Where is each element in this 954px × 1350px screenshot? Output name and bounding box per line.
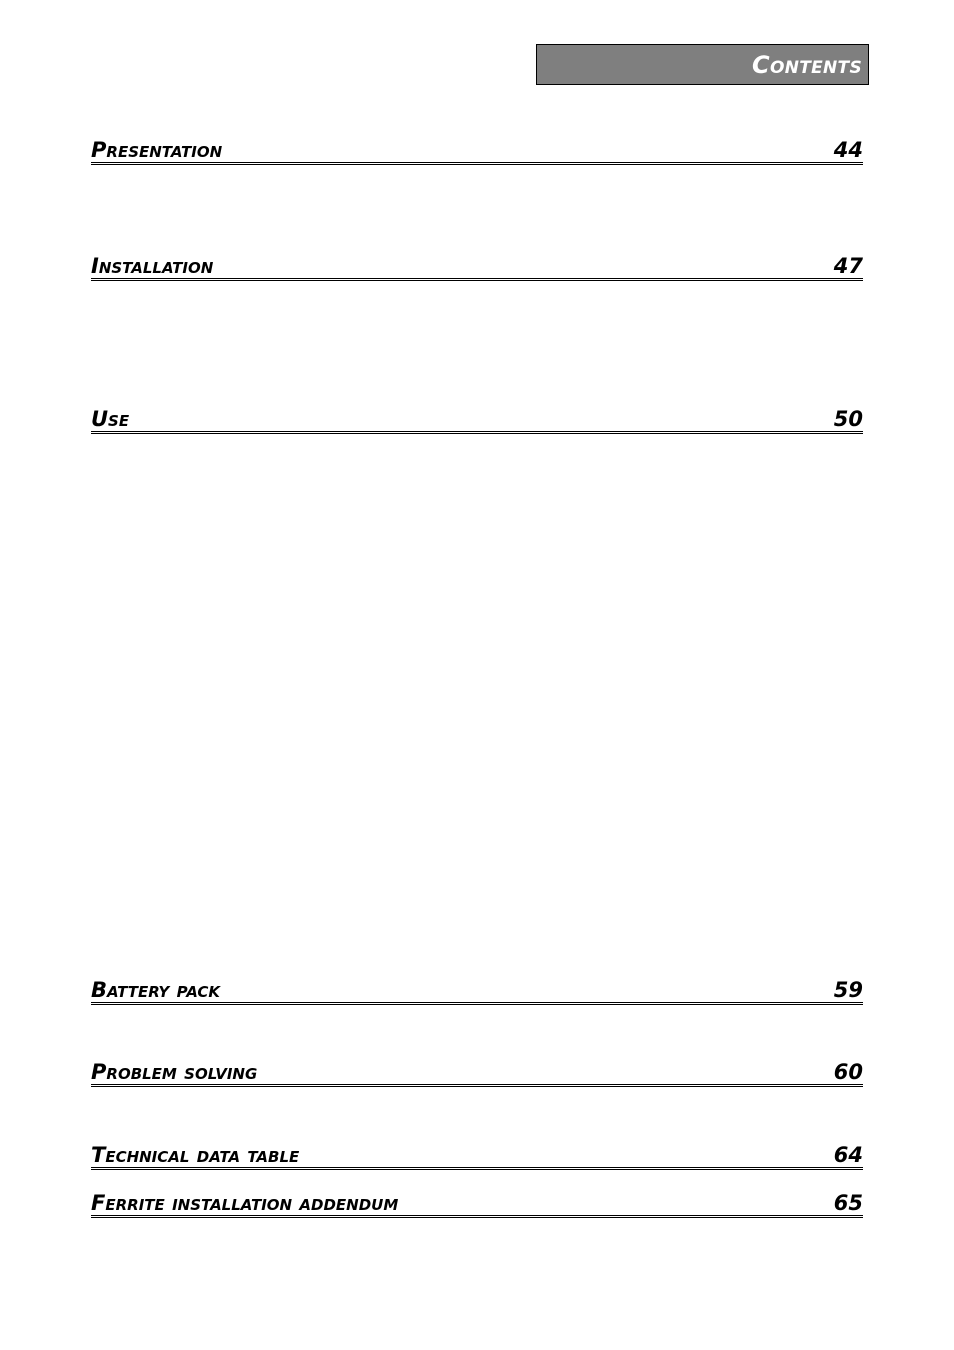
toc-entry-page-number: 44 — [833, 138, 863, 162]
toc-entry-underline — [91, 431, 863, 434]
toc-entry-page-number: 64 — [833, 1143, 863, 1167]
toc-entry-installation[interactable] — [91, 253, 863, 281]
page-title: Contents — [752, 51, 862, 79]
toc-entry-title: Battery pack — [91, 978, 220, 1002]
toc-entry-title: Presentation — [91, 138, 223, 162]
toc-entry-underline — [91, 1215, 863, 1218]
toc-entry-use[interactable] — [91, 406, 863, 434]
toc-entry-title: Technical data table — [91, 1143, 300, 1167]
toc-entry-title: Problem solving — [91, 1060, 258, 1084]
toc-entry-underline — [91, 1084, 863, 1087]
toc-entry-title: Ferrite installation addendum — [91, 1191, 399, 1215]
contents-header — [536, 44, 869, 85]
toc-entry-page-number: 65 — [833, 1191, 863, 1215]
toc-entry-page-number: 47 — [833, 254, 863, 278]
toc-entry-page-number: 60 — [833, 1060, 863, 1084]
toc-entry-presentation[interactable] — [91, 137, 863, 165]
toc-entry-battery-pack[interactable] — [91, 977, 863, 1005]
toc-entry-ferrite-installation-addendum[interactable] — [91, 1190, 863, 1218]
toc-entry-underline — [91, 162, 863, 165]
toc-entry-title: Installation — [91, 254, 214, 278]
toc-entry-underline — [91, 1167, 863, 1170]
toc-entry-title: Use — [91, 407, 130, 431]
toc-entry-underline — [91, 1002, 863, 1005]
toc-entry-technical-data-table[interactable] — [91, 1142, 863, 1170]
toc-entry-page-number: 50 — [833, 407, 863, 431]
toc-entry-problem-solving[interactable] — [91, 1059, 863, 1087]
toc-entry-underline — [91, 278, 863, 281]
toc-entry-page-number: 59 — [833, 978, 863, 1002]
